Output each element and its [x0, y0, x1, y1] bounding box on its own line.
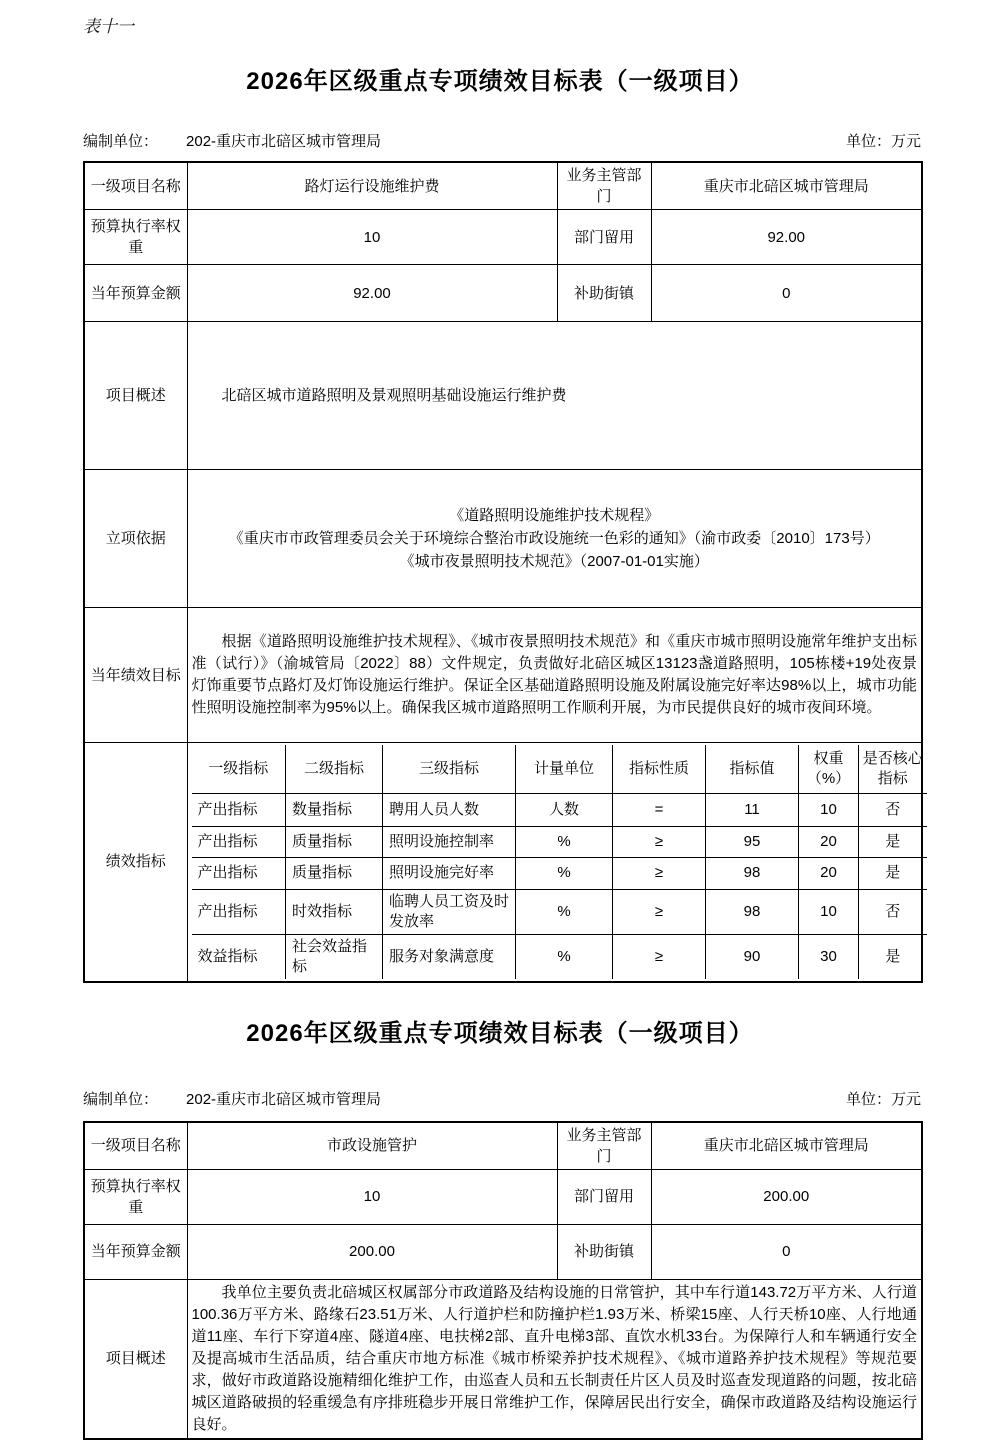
indicator-core: 是	[859, 934, 927, 979]
dept-value: 重庆市北碚区城市管理局	[651, 1122, 922, 1170]
overview-text: 北碚区城市道路照明及景观照明基础设施运行维护费	[221, 386, 567, 404]
header-core: 是否核心指标	[859, 745, 927, 793]
report-title-2: 2026年区级重点专项绩效目标表（一级项目）	[246, 1019, 754, 1047]
indicator-level2: 时效指标	[286, 889, 383, 934]
indicator-weight: 20	[799, 857, 859, 889]
dept-retained-value: 200.00	[651, 1169, 922, 1224]
indicator-value: 11	[706, 793, 799, 826]
table-row	[84, 322, 922, 470]
indicator-core: 是	[859, 826, 927, 857]
report-title-1: 2026年区级重点专项绩效目标表（一级项目）	[246, 68, 754, 95]
indicator-nature: =	[613, 793, 706, 826]
annual-goal-cell	[187, 608, 922, 743]
header-level1: 一级指标	[192, 745, 286, 793]
indicator-unit: 人数	[516, 793, 613, 826]
indicator-core: 否	[859, 889, 927, 934]
meta-row-1	[83, 130, 921, 151]
table-row	[84, 1224, 922, 1279]
dept-value: 重庆市北碚区城市管理局	[651, 162, 922, 210]
header-level2: 二级指标	[286, 745, 383, 793]
indicator-level2: 数量指标	[286, 793, 383, 826]
meta-row-2	[83, 1088, 921, 1109]
indicator-core: 否	[859, 793, 927, 826]
prepared-by-label-1: 编制单位：	[83, 133, 159, 150]
project-name-value: 市政设施管护	[187, 1122, 557, 1170]
table-row	[84, 1279, 922, 1439]
performance-indicators-label: 绩效指标	[84, 743, 187, 982]
indicator-level1: 产出指标	[192, 857, 286, 889]
exec-rate-weight-label: 预算执行率权重	[84, 1169, 187, 1224]
basis-line-1: 《道路照明设施维护技术规程》	[449, 507, 660, 524]
table-row	[84, 162, 922, 210]
basis-line-3: 《城市夜景照明技术规范》（2007-01-01实施）	[399, 553, 709, 570]
project-name-label: 一级项目名称	[84, 162, 187, 210]
project-table-2	[83, 1121, 923, 1440]
indicator-value: 98	[706, 857, 799, 889]
header-unit: 计量单位	[516, 745, 613, 793]
subsidy-town-label: 补助街镇	[557, 1224, 651, 1279]
overview-text: 我单位主要负责北碚城区权属部分市政道路及结构设施的日常管护，其中车行道143.72万平方米、人行道100.36万平方米、路缘石23.51万米、人行道护栏和防撞护栏1.93万米、桥梁15座、人行天桥10座、人行地通道11座、车行下穿道4座、隧道4座、电扶梯2部、直升电梯3部、直饮水机33台。为保障行人和车辆通行安全及提高城市生活品质，结合重庆市地方标准《城市桥梁养护技术规程》、《城市道路养护技术规程》等规范要求，做好市政道路设施精细化维护工作，由巡查人员和五长制责任片区人员及时巡查发现道路的问题，按北碚城区道路破损的轻重缓急有序排班稳步开展日常维护工作，保障居民出行安全，确保市政道路及结构设施运行良好。	[191, 1283, 917, 1433]
indicator-value: 90	[706, 934, 799, 979]
sheet-number-label: 表十一	[83, 17, 134, 36]
indicator-level3: 聘用人员人数	[383, 793, 516, 826]
indicator-row	[192, 889, 927, 934]
indicator-table-cell	[187, 743, 922, 982]
header-level3: 三级指标	[383, 745, 516, 793]
annual-budget-label: 当年预算金额	[84, 1224, 187, 1279]
dept-label: 业务主管部门	[557, 1122, 651, 1170]
indicator-row	[192, 857, 927, 889]
indicator-nature: ≥	[613, 857, 706, 889]
annual-goal-label: 当年绩效目标	[84, 608, 187, 743]
indicator-level1: 产出指标	[192, 826, 286, 857]
prepared-by-value-2: 202-重庆市北碚区城市管理局	[186, 1090, 382, 1108]
indicator-level3: 照明设施控制率	[383, 826, 516, 857]
indicator-row	[192, 934, 927, 979]
table-row	[84, 1169, 922, 1224]
unit-note-1: 单位：万元	[845, 133, 921, 150]
indicator-level3: 照明设施完好率	[383, 857, 516, 889]
table-row	[84, 608, 922, 743]
overview-cell	[187, 1279, 922, 1439]
basis-cell	[187, 470, 922, 608]
indicator-weight: 10	[799, 889, 859, 934]
indicator-level2: 质量指标	[286, 826, 383, 857]
basis-line-2: 《重庆市市政管理委员会关于环境综合整治市政设施统一色彩的通知》（渝市政委〔2010〕173号）	[228, 530, 880, 547]
annual-budget-value: 92.00	[187, 265, 557, 322]
dept-retained-label: 部门留用	[557, 1169, 651, 1224]
project-table-1	[83, 161, 923, 983]
indicator-nature: ≥	[613, 934, 706, 979]
prepared-by-value-1: 202-重庆市北碚区城市管理局	[186, 133, 382, 150]
indicator-core: 是	[859, 857, 927, 889]
indicator-row	[192, 793, 927, 826]
indicator-unit: %	[516, 857, 613, 889]
annual-goal-text: 根据《道路照明设施维护技术规程》、《城市夜景照明技术规范》和《重庆市城市照明设施常年维护支出标准（试行）》（渝城管局〔2022〕88）文件规定，负责做好北碚区城区13123盏道路照明，105栋楼+19处夜景灯饰重要节点路灯及灯饰设施运行维护。保证全区基础道路照明设施及附属设施完好率达98%以上，城市功能性照明设施控制率为95%以上。确保我区城市道路照明工作顺利开展，为市民提供良好的城市夜间环境。	[191, 633, 917, 716]
exec-rate-weight-value: 10	[187, 210, 557, 265]
annual-budget-label: 当年预算金额	[84, 265, 187, 322]
basis-label: 立项依据	[84, 470, 187, 608]
indicator-unit: %	[516, 889, 613, 934]
indicator-value: 98	[706, 889, 799, 934]
overview-label: 项目概述	[84, 1279, 187, 1439]
header-weight: 权重（%）	[799, 745, 859, 793]
indicator-level1: 产出指标	[192, 793, 286, 826]
indicator-unit: %	[516, 934, 613, 979]
table-row	[84, 470, 922, 608]
indicator-weight: 20	[799, 826, 859, 857]
indicator-unit: %	[516, 826, 613, 857]
indicator-weight: 30	[799, 934, 859, 979]
indicator-level2: 社会效益指标	[286, 934, 383, 979]
unit-note-2: 单位：万元	[845, 1090, 921, 1108]
indicator-row	[192, 826, 927, 857]
project-name-label: 一级项目名称	[84, 1122, 187, 1170]
subsidy-town-label: 补助街镇	[557, 265, 651, 322]
project-name-value: 路灯运行设施维护费	[187, 162, 557, 210]
prepared-by-2	[83, 1088, 381, 1109]
dept-retained-label: 部门留用	[557, 210, 651, 265]
indicator-nature: ≥	[613, 889, 706, 934]
indicator-level3: 服务对象满意度	[383, 934, 516, 979]
table-row	[84, 743, 922, 982]
indicator-level2: 质量指标	[286, 857, 383, 889]
indicator-table	[192, 745, 927, 979]
indicator-nature: ≥	[613, 826, 706, 857]
table-row	[84, 265, 922, 322]
subsidy-town-value: 0	[651, 265, 922, 322]
indicator-level1: 产出指标	[192, 889, 286, 934]
exec-rate-weight-label: 预算执行率权重	[84, 210, 187, 265]
table-row	[84, 210, 922, 265]
indicator-weight: 10	[799, 793, 859, 826]
subsidy-town-value: 0	[651, 1224, 922, 1279]
dept-label: 业务主管部门	[557, 162, 651, 210]
table-row	[84, 1122, 922, 1170]
header-nature: 指标性质	[613, 745, 706, 793]
exec-rate-weight-value: 10	[187, 1169, 557, 1224]
prepared-by-1	[83, 130, 381, 151]
indicator-value: 95	[706, 826, 799, 857]
dept-retained-value: 92.00	[651, 210, 922, 265]
annual-budget-value: 200.00	[187, 1224, 557, 1279]
overview-cell	[187, 322, 922, 470]
header-value: 指标值	[706, 745, 799, 793]
prepared-by-label-2: 编制单位：	[83, 1090, 159, 1108]
indicator-level1: 效益指标	[192, 934, 286, 979]
indicator-level3: 临聘人员工资及时发放率	[383, 889, 516, 934]
indicator-header-row	[192, 745, 927, 793]
overview-label: 项目概述	[84, 322, 187, 470]
